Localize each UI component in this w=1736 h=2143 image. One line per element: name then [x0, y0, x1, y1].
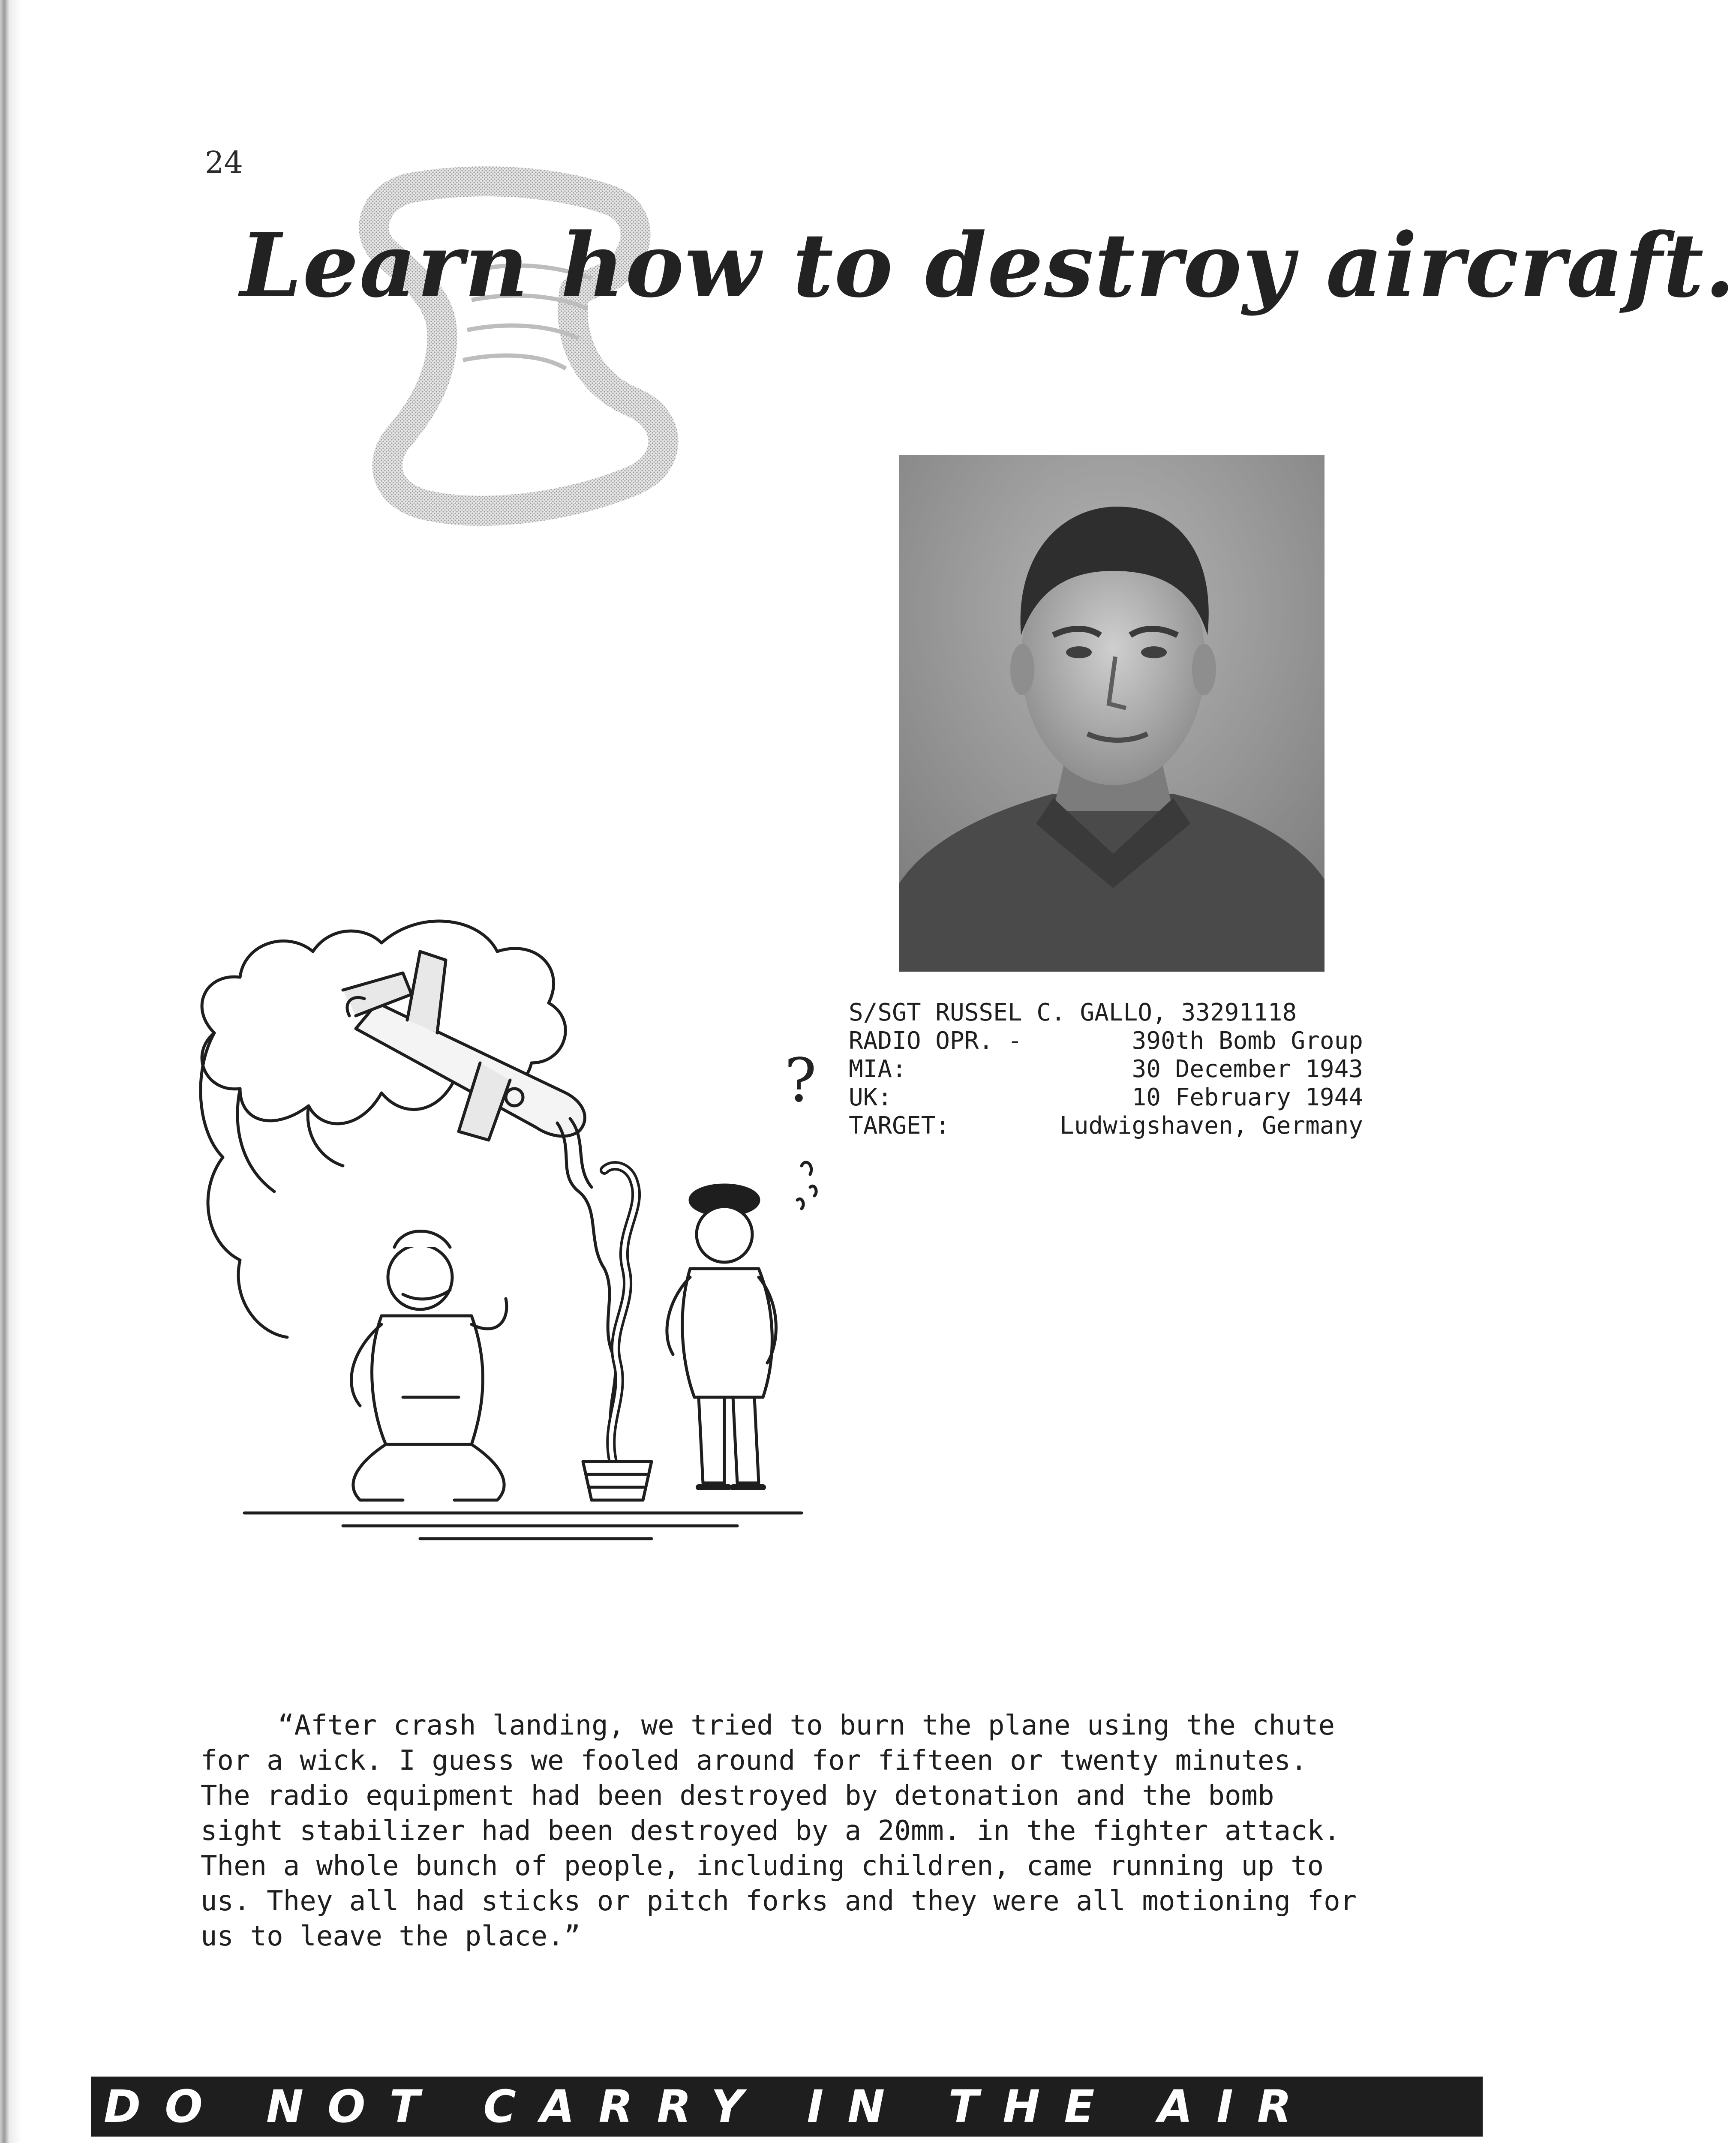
officer-head: [697, 1207, 752, 1262]
footer-banner: [91, 2077, 1483, 2137]
banner-text: DO NOT CARRY IN THE AIR: [104, 2080, 1316, 2133]
caption-row: [849, 1084, 1363, 1112]
page-number: 24: [205, 145, 243, 180]
caption-label: TARGET:: [849, 1112, 950, 1140]
caption-row: [849, 1055, 1363, 1084]
caption-value: 30 December 1943: [1132, 1055, 1363, 1083]
page-binding-edge: [0, 0, 21, 2143]
basket: [583, 1462, 652, 1500]
portrait-photo: [899, 455, 1325, 972]
page-title: Learn how to destroy aircraft.: [240, 214, 1736, 317]
caption-name-line: [849, 999, 1363, 1027]
caption-value: 390th Bomb Group: [1132, 1027, 1363, 1055]
caption-name: S/SGT RUSSEL C. GALLO, 33291118: [849, 999, 1297, 1026]
quote-text: “After crash landing, we tried to burn the plane using the chute for a wick. I guess we fooled around for fifteen or twenty minutes. The radio equipment had been destroyed by detonation and the bomb sight stabilizer had been destroyed by a 20mm. in the fighter attack. Then a whole bunch of people, including children, came running up to us. They all had sticks or pitch forks and they were all motioning for us to leave the place.”: [201, 1710, 1357, 1952]
caption-row: [849, 1027, 1363, 1055]
caption-row: [849, 1112, 1363, 1140]
caption-label: UK:: [849, 1084, 892, 1111]
caption-label: MIA:: [849, 1055, 907, 1083]
quote-paragraph: [201, 1708, 1358, 1954]
caption-value: Ludwigshaven, Germany: [1059, 1112, 1363, 1140]
snake-charmer-cartoon: [180, 891, 866, 1612]
caption-block: [849, 999, 1363, 1140]
question-mark: ?: [784, 1046, 817, 1116]
caption-label: RADIO OPR. -: [849, 1027, 1022, 1055]
caption-value: 10 February 1944: [1132, 1084, 1363, 1111]
